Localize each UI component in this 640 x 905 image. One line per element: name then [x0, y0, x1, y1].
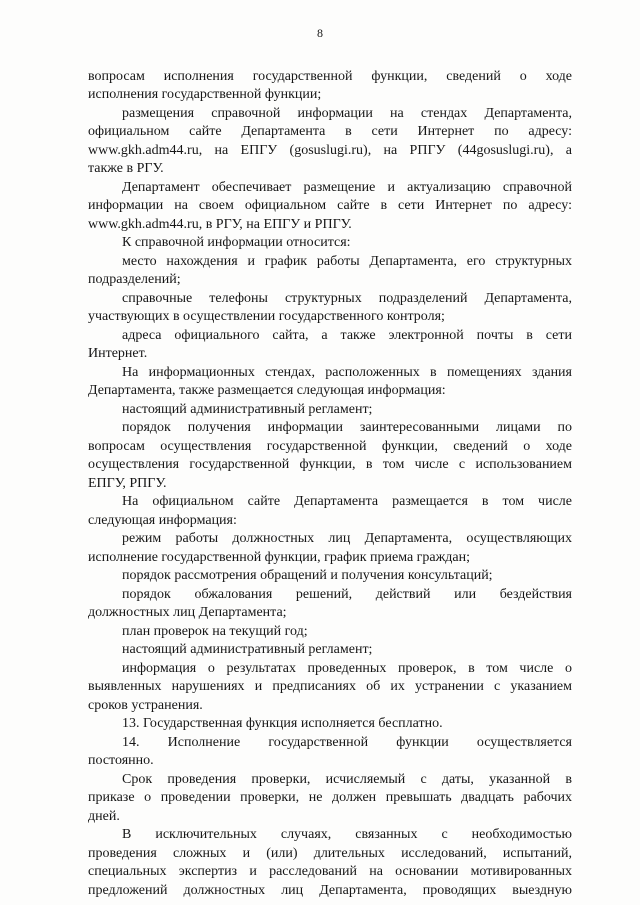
text-line: 14. Исполнение государственной функции осуществляется — [122, 735, 572, 750]
text-line: специальных экспертиз и расследований на основании мотивированных — [88, 864, 572, 879]
text-line: информации на своем официальном сайте в сети Интернет по адресу: — [88, 198, 572, 213]
text-line: план проверок на текущий год; — [122, 624, 308, 639]
text-line: Департамента, также размещается следующая информация: — [88, 383, 446, 398]
text-line: вопросам осуществления государственной функции, сведений о ходе — [88, 439, 572, 454]
text-line: К справочной информации относится: — [122, 235, 351, 250]
text-line: должностных лиц Департамента; — [88, 605, 287, 620]
text-line: приказе о проведении проверки, не должен превышать двадцать рабочих — [88, 790, 572, 805]
text-line: В исключительных случаях, связанных с необходимостью — [122, 827, 572, 842]
text-line: На информационных стендах, расположенных в помещениях здания — [122, 365, 572, 380]
text-line: ЕПГУ, РПГУ. — [88, 476, 167, 491]
text-line: Департамент обеспечивает размещение и актуализацию справочной — [122, 180, 572, 195]
text-line: предложений должностных лиц Департамента, проводящих выездную — [88, 883, 572, 898]
text-line: На официальном сайте Департамента размещается в том числе — [122, 494, 572, 509]
text-line: дней. — [88, 809, 120, 824]
text-line: www.gkh.adm44.ru, в РГУ, на ЕПГУ и РПГУ. — [88, 217, 352, 232]
text-line: вопросам исполнения государственной функции, сведений о ходе — [88, 69, 572, 84]
text-line: справочные телефоны структурных подразделений Департамента, — [122, 291, 572, 306]
text-line: подразделений; — [88, 272, 181, 287]
text-line: постоянно. — [88, 753, 154, 768]
text-line: адреса официального сайта, а также электронной почты в сети — [122, 328, 572, 343]
text-line: место нахождения и график работы Департамента, его структурных — [122, 254, 572, 269]
text-line: исполнение государственной функции, график приема граждан; — [88, 550, 471, 565]
text-line: Срок проведения проверки, исчисляемый с даты, указанной в — [122, 772, 572, 787]
text-line: участвующих в осуществлении государственного контроля; — [88, 309, 445, 324]
text-line: информация о результатах проведенных проверок, в том числе о — [122, 661, 572, 676]
text-line: порядок рассмотрения обращений и получения консультаций; — [122, 568, 493, 583]
text-line: настоящий административный регламент; — [122, 402, 373, 417]
text-line: сроков устранения. — [88, 698, 203, 713]
text-line: www.gkh.adm44.ru, на ЕПГУ (gosuslugi.ru), на РПГУ (44gosuslugi.ru), а — [88, 143, 572, 158]
text-line: режим работы должностных лиц Департамента, осуществляющих — [122, 531, 572, 546]
text-line: настоящий административный регламент; — [122, 642, 373, 657]
text-line: выявленных нарушениях и предписаниях об их устранении с указанием — [88, 679, 572, 694]
text-line: следующая информация: — [88, 513, 237, 528]
text-line: исполнения государственной функции; — [88, 87, 322, 102]
text-line: размещения справочной информации на стендах Департамента, — [122, 106, 572, 121]
text-line: порядок получения информации заинтересованными лицами по — [122, 420, 572, 435]
text-line: порядок обжалования решений, действий или бездействия — [122, 587, 572, 602]
text-line: официальном сайте Департамента в сети Интернет по адресу: — [88, 124, 572, 139]
page-number: 8 — [317, 26, 323, 40]
text-line: 13. Государственная функция исполняется бесплатно. — [122, 716, 443, 731]
text-line: Интернет. — [88, 346, 148, 361]
text-line: проведения сложных и (или) длительных исследований, испытаний, — [88, 846, 572, 861]
text-line: также в РГУ. — [88, 161, 164, 176]
text-line: осуществления государственной функции, в том числе с использованием — [88, 457, 572, 472]
